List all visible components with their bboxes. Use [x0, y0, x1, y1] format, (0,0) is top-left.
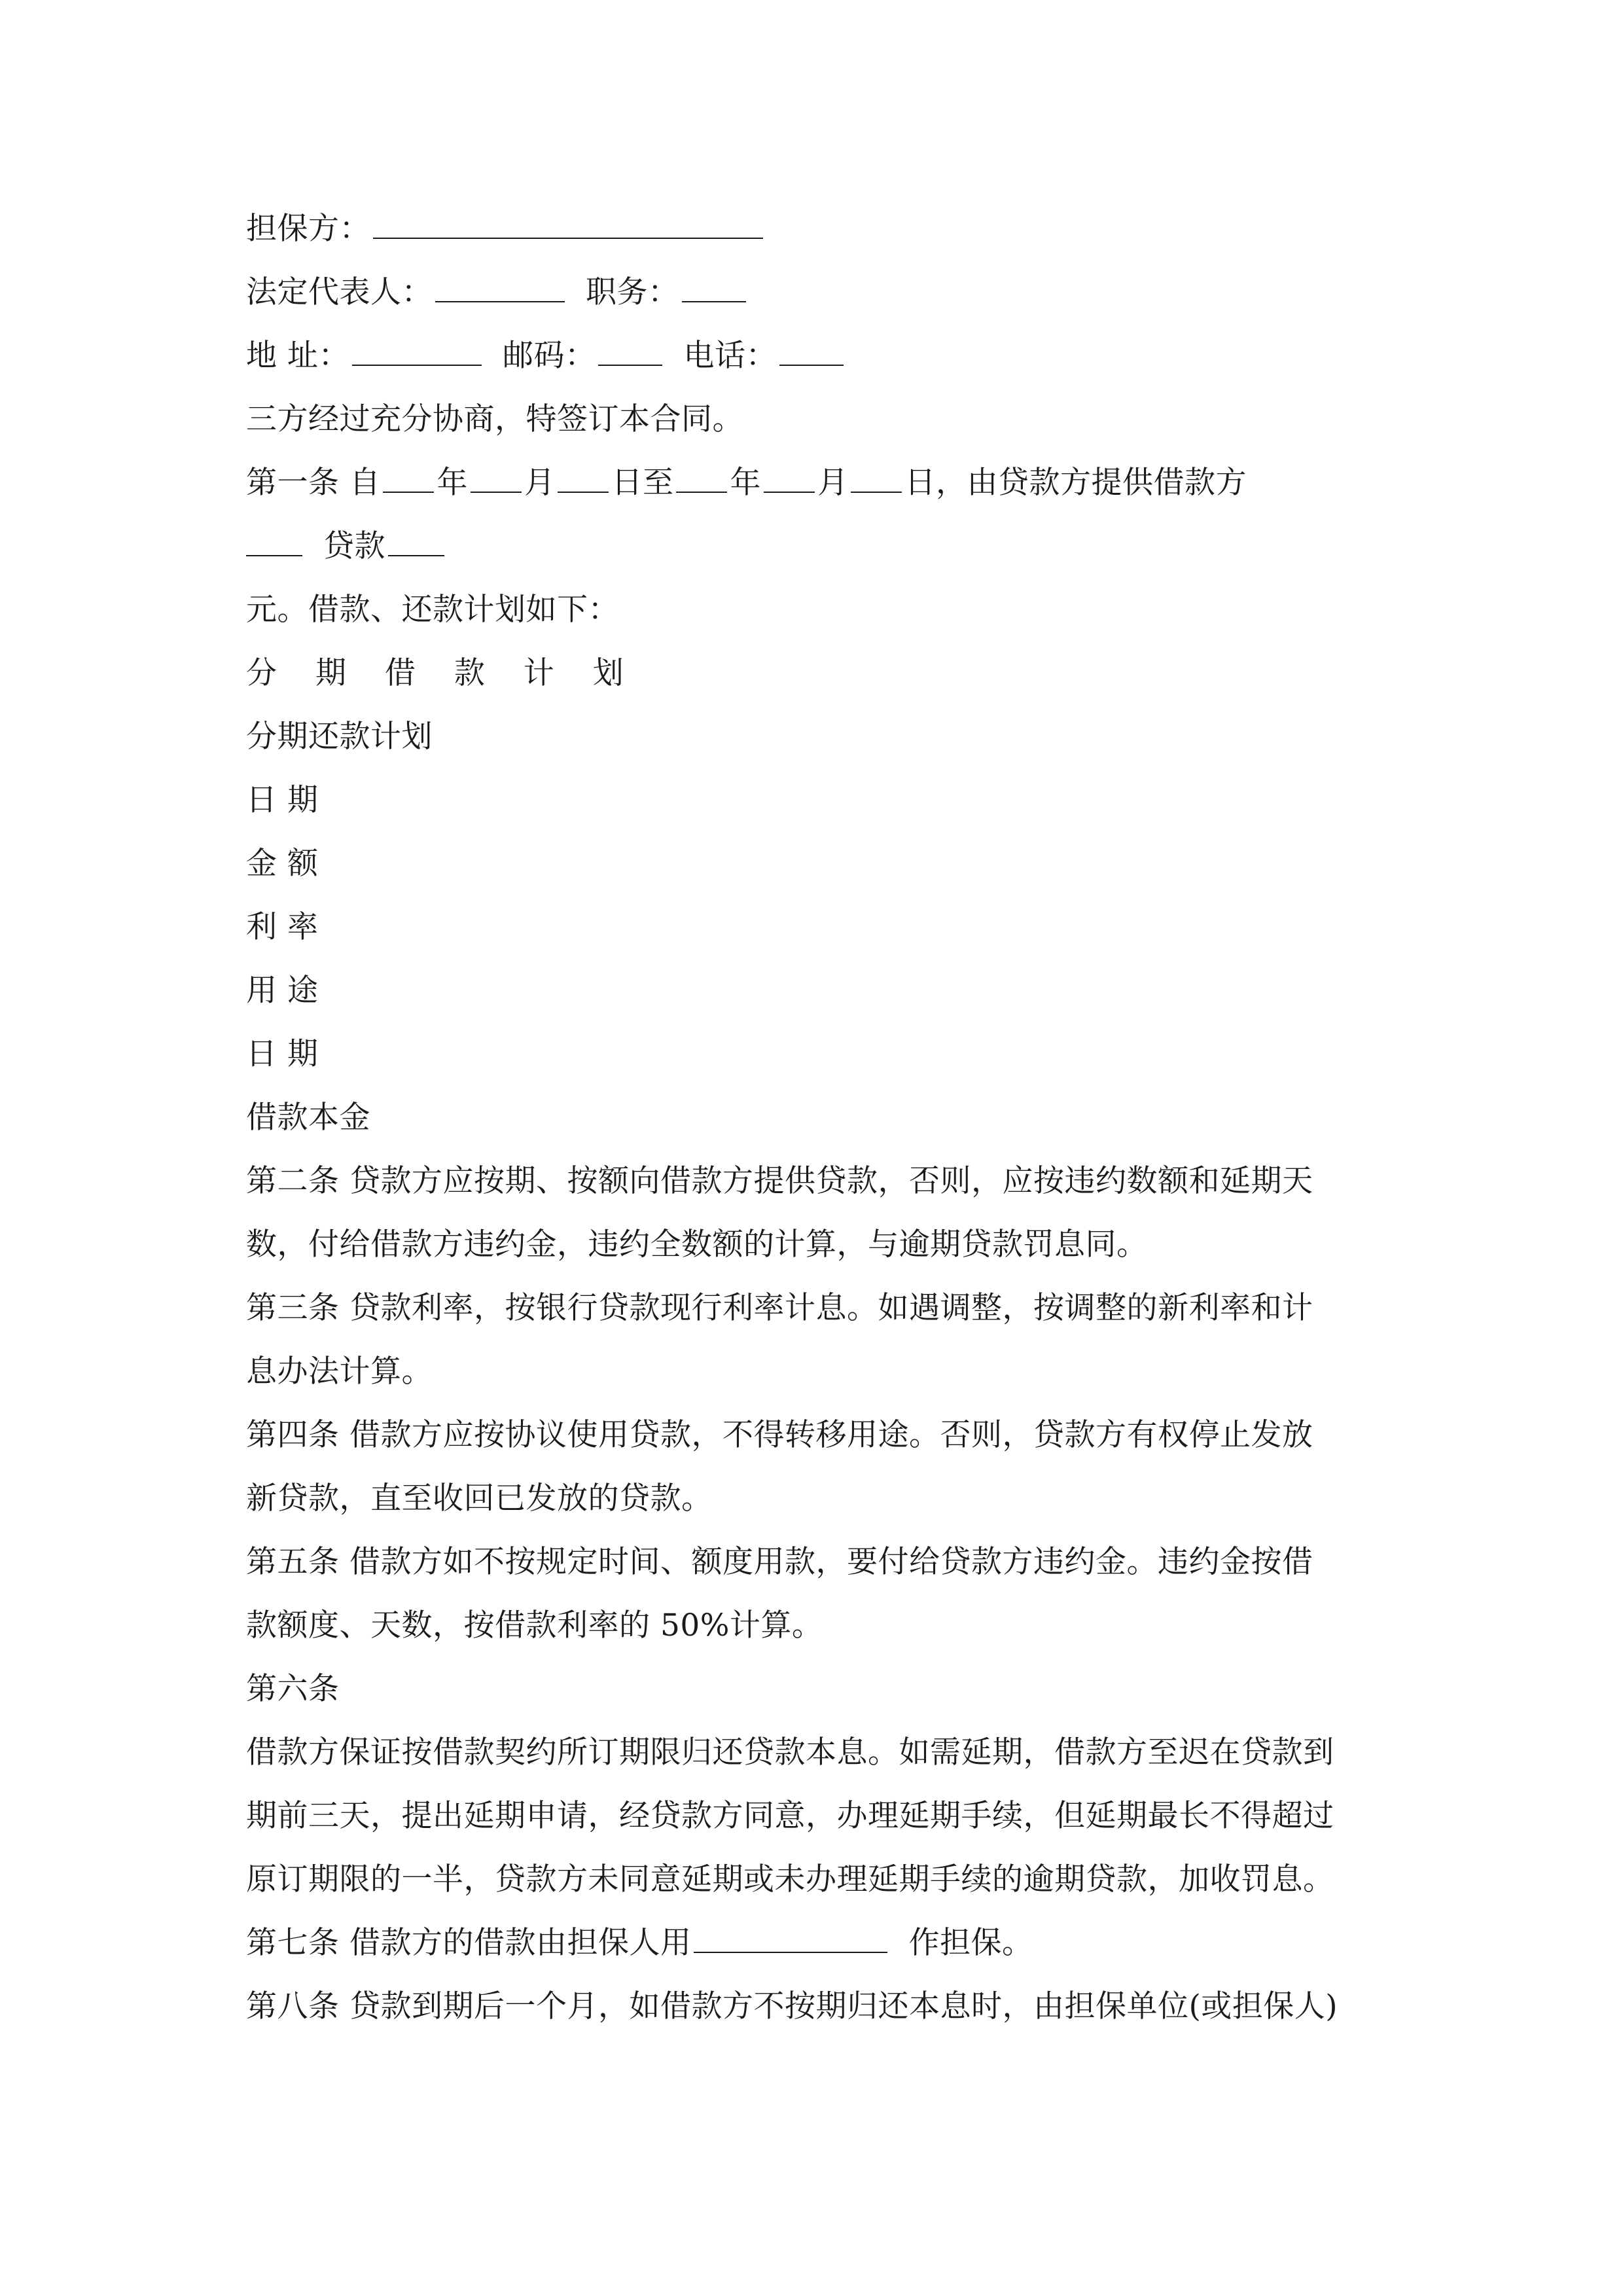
end-month-blank[interactable]	[764, 457, 815, 493]
article-1-line-3: 元。借款、还款计划如下：	[246, 592, 619, 628]
plan-item-date: 日 期	[246, 782, 319, 818]
article-7-line	[246, 1917, 1033, 1969]
collateral-blank[interactable]	[694, 1918, 887, 1953]
day-label-2: 日，由贷款方提供借款方	[904, 465, 1247, 501]
article-6-line-3: 原订期限的一半，贷款方未同意延期或未办理延期手续的逾期贷款，加收罚息。	[246, 1861, 1334, 1897]
guarantor-line	[246, 203, 766, 255]
plan-item-date-2: 日 期	[246, 1036, 319, 1072]
loan-type-blank[interactable]	[246, 521, 302, 556]
start-month-blank[interactable]	[471, 457, 522, 493]
article-1-line-1	[246, 457, 1247, 509]
postcode-blank[interactable]	[598, 331, 662, 366]
phone-label: 电话：	[683, 338, 777, 374]
guarantor-blank[interactable]	[373, 204, 763, 239]
end-day-blank[interactable]	[851, 457, 902, 493]
address-label: 地 址：	[246, 338, 349, 374]
article-2-line-1: 第二条 贷款方应按期、按额向借款方提供贷款，否则，应按违约数额和延期天	[246, 1163, 1313, 1199]
article-1-line-2	[246, 520, 447, 573]
legal-rep-line	[246, 266, 749, 319]
year-label-1: 年	[437, 465, 468, 501]
article-8-line-1: 第八条 贷款到期后一个月，如借款方不按期归还本息时，由担保单位(或担保人)	[246, 1988, 1338, 2024]
article-3-line-2: 息办法计算。	[246, 1354, 433, 1390]
intro-paragraph: 三方经过充分协商，特签订本合同。	[246, 401, 743, 437]
month-label-1: 月	[524, 465, 556, 501]
loan-amount-blank[interactable]	[388, 521, 444, 556]
article-3-line-1: 第三条 贷款利率，按银行贷款现行利率计息。如遇调整，按调整的新利率和计	[246, 1290, 1313, 1326]
legal-rep-label: 法定代表人：	[246, 274, 433, 310]
article-6-line-1: 借款方保证按借款契约所订期限归还贷款本息。如需延期，借款方至迟在贷款到	[246, 1734, 1334, 1770]
start-day-blank[interactable]	[558, 457, 609, 493]
day-label-1: 日至	[611, 465, 674, 501]
article-7-prefix: 第七条 借款方的借款由担保人用	[246, 1925, 692, 1961]
guarantor-label: 担保方：	[246, 211, 370, 247]
start-year-blank[interactable]	[383, 457, 434, 493]
article-5-line-2: 款额度、天数，按借款利率的 50%计算。	[246, 1607, 823, 1643]
month-label-2: 月	[817, 465, 849, 501]
article-4-line-1: 第四条 借款方应按协议使用贷款，不得转移用途。否则，贷款方有权停止发放	[246, 1417, 1313, 1453]
article-6-line-2: 期前三天，提出延期申请，经贷款方同意，办理延期手续，但延期最长不得超过	[246, 1798, 1334, 1834]
article-6-title: 第六条	[246, 1671, 340, 1707]
position-label: 职务：	[586, 274, 679, 310]
repay-plan-heading: 分期还款计划	[246, 719, 433, 755]
plan-item-amount: 金 额	[246, 846, 319, 882]
borrow-plan-heading: 分 期 借 款 计 划	[246, 655, 638, 691]
article-5-line-1: 第五条 借款方如不按规定时间、额度用款，要付给贷款方违约金。违约金按借	[246, 1544, 1313, 1580]
year-label-2: 年	[730, 465, 761, 501]
article-4-line-2: 新贷款，直至收回已发放的贷款。	[246, 1480, 713, 1516]
article-1-prefix: 第一条 自	[246, 465, 381, 501]
plan-item-purpose: 用 途	[246, 973, 319, 1009]
plan-item-principal: 借款本金	[246, 1100, 370, 1136]
postcode-label: 邮码：	[502, 338, 596, 374]
article-7-suffix: 作担保。	[908, 1925, 1033, 1961]
phone-blank[interactable]	[779, 331, 844, 366]
address-blank[interactable]	[352, 331, 482, 366]
position-blank[interactable]	[682, 267, 746, 302]
plan-item-rate: 利 率	[246, 909, 319, 945]
end-year-blank[interactable]	[676, 457, 727, 493]
loan-word: 贷款	[323, 528, 385, 564]
address-line	[246, 330, 846, 382]
legal-rep-blank[interactable]	[435, 267, 565, 302]
article-2-line-2: 数，付给借款方违约金，违约全数额的计算，与逾期贷款罚息同。	[246, 1227, 1148, 1263]
